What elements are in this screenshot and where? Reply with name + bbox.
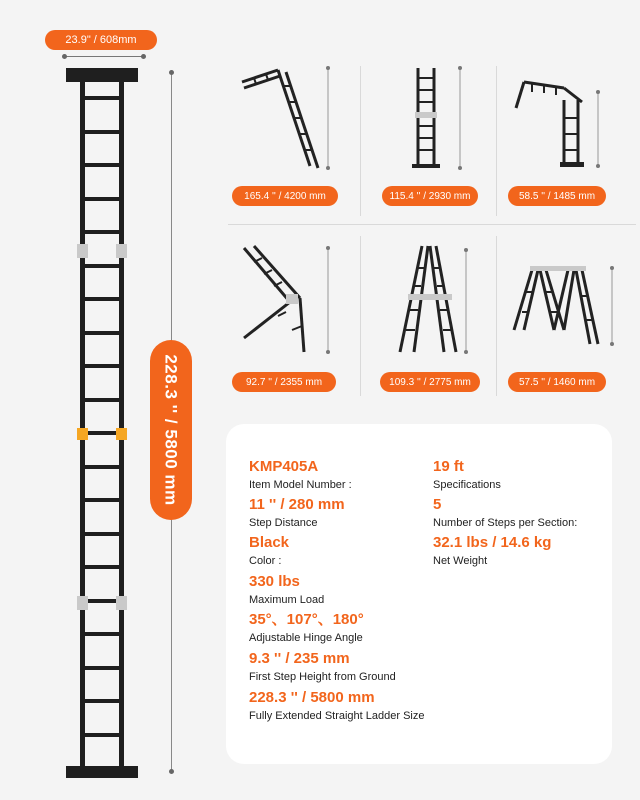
spec-label: Specifications xyxy=(433,479,501,491)
spec-value: 19 ft xyxy=(433,458,464,475)
spec-extended-size xyxy=(249,689,425,723)
width-dimension-label: 23.9" / 608mm xyxy=(65,34,137,46)
config-dimension-badge xyxy=(508,372,606,392)
config-dimension-label: 92.7 '' / 2355 mm xyxy=(245,376,323,388)
spec-maximum-load xyxy=(249,573,324,607)
specifications-card xyxy=(226,424,612,764)
ladder-rung xyxy=(80,297,124,301)
height-dimension-badge xyxy=(150,340,192,520)
ladder-rung xyxy=(80,565,124,569)
wall-ladder-icon xyxy=(230,240,358,364)
spec-color xyxy=(249,534,289,568)
spec-value: 9.3 '' / 235 mm xyxy=(249,650,350,667)
spec-steps-per-section xyxy=(433,496,577,530)
config-a-frame-extended xyxy=(230,60,358,202)
spec-label: Maximum Load xyxy=(249,594,325,606)
grid-divider xyxy=(360,236,361,396)
ladder-rung xyxy=(80,498,124,502)
spec-label: Step Distance xyxy=(249,517,318,529)
spec-label: Item Model Number : xyxy=(249,479,352,491)
spec-step-distance xyxy=(249,496,345,530)
ladder-rung xyxy=(80,666,124,670)
config-dimension-label: 109.3 '' / 2775 mm xyxy=(389,376,471,388)
config-scaffold xyxy=(502,60,634,202)
spec-first-step-height xyxy=(249,650,396,684)
spec-label: Adjustable Hinge Angle xyxy=(249,632,363,644)
config-double-a-frame xyxy=(502,240,634,388)
config-dimension-label: 115.4 '' / 2930 mm xyxy=(389,190,471,202)
width-dimension-line xyxy=(64,56,144,57)
config-dimension-badge xyxy=(232,186,338,206)
config-dimension-badge xyxy=(232,372,336,392)
ladder-rung xyxy=(80,465,124,469)
config-dimension-label: 58.5 '' / 1485 mm xyxy=(518,190,596,202)
ladder-rung xyxy=(80,699,124,703)
spec-label: Number of Steps per Section: xyxy=(433,517,578,529)
ladder-rung xyxy=(80,197,124,201)
config-dimension-label: 165.4 '' / 4200 mm xyxy=(244,190,326,202)
ladder-rung xyxy=(80,230,124,234)
ladder-rung xyxy=(80,130,124,134)
ladder-rung xyxy=(80,632,124,636)
ladder-rung xyxy=(80,733,124,737)
config-dimension-badge xyxy=(382,186,478,206)
spec-value: 35°、107°、180° xyxy=(249,611,364,628)
grid-divider xyxy=(360,66,361,216)
grid-divider xyxy=(496,236,497,396)
scaffold-icon xyxy=(502,60,634,180)
spec-value: Black xyxy=(249,534,290,551)
spec-value: 330 lbs xyxy=(249,573,300,590)
spec-value: 228.3 '' / 5800 mm xyxy=(249,689,375,706)
ladder-rung xyxy=(80,264,124,268)
extended-ladder-image xyxy=(60,66,144,780)
spec-net-weight xyxy=(433,534,551,568)
height-dimension-label: 228.3 '' / 5800 mm xyxy=(162,354,182,506)
grid-divider xyxy=(496,66,497,216)
spec-model-number xyxy=(249,458,352,492)
ladder-rung xyxy=(80,532,124,536)
spec-label: First Step Height from Ground xyxy=(249,671,396,683)
spec-specifications xyxy=(433,458,501,492)
spec-label: Net Weight xyxy=(433,555,488,567)
spec-label: Fully Extended Straight Ladder Size xyxy=(249,710,425,722)
config-straight-short xyxy=(370,60,490,202)
spec-value: 32.1 lbs / 14.6 kg xyxy=(433,534,552,551)
ladder-rung xyxy=(80,96,124,100)
config-dimension-badge xyxy=(380,372,480,392)
config-a-frame xyxy=(370,240,490,388)
ladder-rung xyxy=(80,398,124,402)
config-wall-ladder xyxy=(230,240,358,388)
spec-value: KMP405A xyxy=(249,458,319,475)
a-frame-icon xyxy=(370,240,490,364)
spec-value: 5 xyxy=(433,496,442,513)
config-dimension-label: 57.5 '' / 1460 mm xyxy=(518,376,596,388)
a-frame-extended-icon xyxy=(230,60,358,180)
ladder-rung xyxy=(80,163,124,167)
double-a-frame-icon xyxy=(502,240,634,364)
straight-short-icon xyxy=(370,60,490,180)
spec-label: Color : xyxy=(249,555,282,567)
ladder-rung xyxy=(80,331,124,335)
spec-hinge-angle xyxy=(249,611,364,645)
grid-divider xyxy=(228,224,636,225)
width-dimension-badge xyxy=(45,30,157,50)
ladder-rung xyxy=(80,364,124,368)
config-dimension-badge xyxy=(508,186,606,206)
spec-value: 11 '' / 280 mm xyxy=(249,496,345,513)
